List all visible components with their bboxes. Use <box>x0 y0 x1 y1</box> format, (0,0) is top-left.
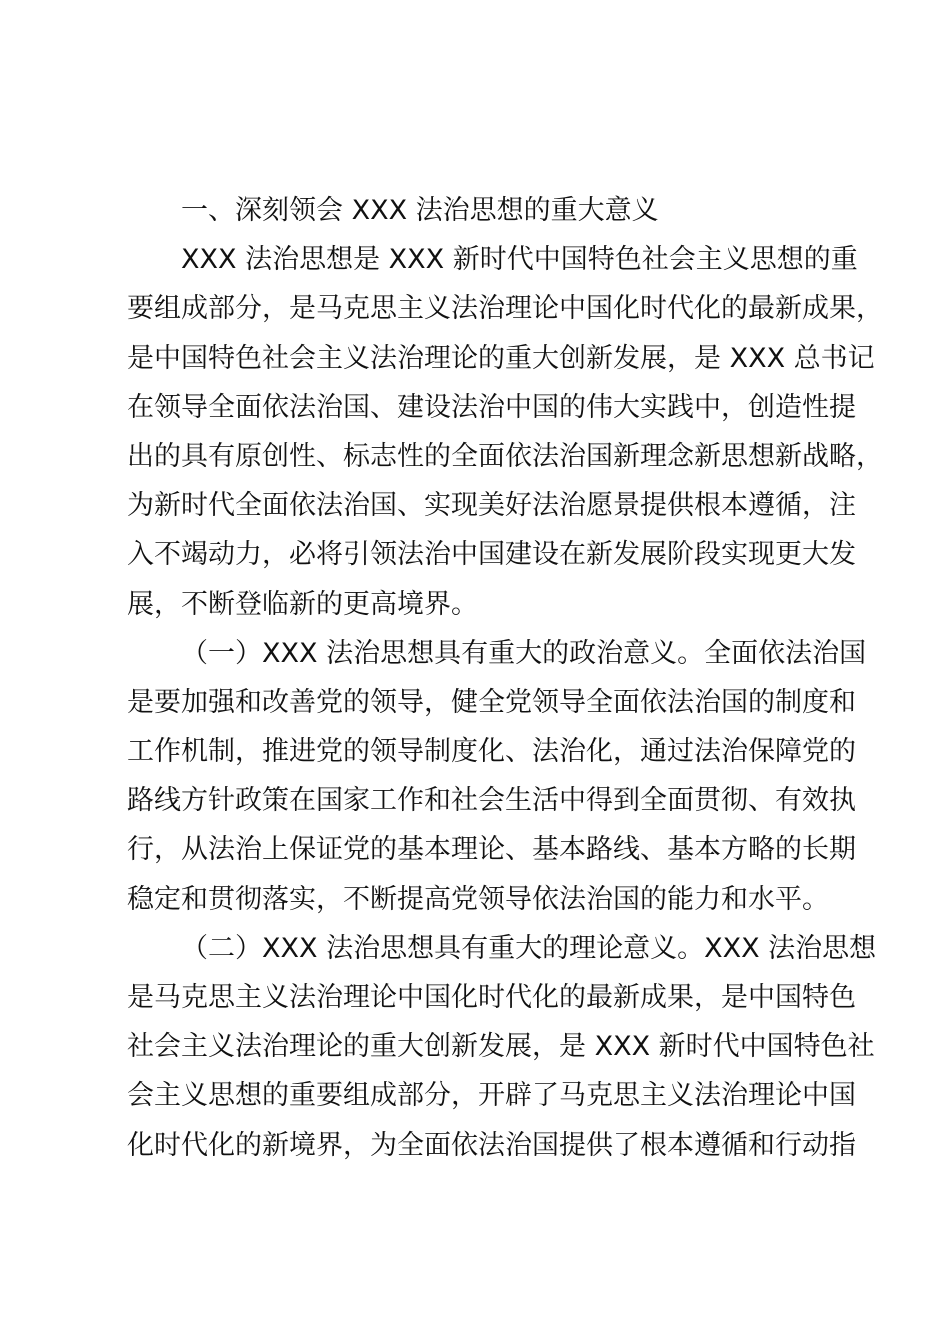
text-line: 入不竭动力，必将引领法治中国建设在新发展阶段实现更大发 <box>127 539 856 571</box>
text-line: XXX 法治思想是 XXX 新时代中国特色社会主义思想的重 <box>181 244 858 276</box>
text-line: 稳定和贯彻落实，不断提高党领导依法治国的能力和水平。 <box>127 883 829 915</box>
paragraph-political-significance <box>127 629 867 924</box>
text-line: 化时代化的新境界，为全面依法治国提供了根本遵循和行动指 <box>127 1129 856 1161</box>
text-line: 行，从法治上保证党的基本理论、基本路线、基本方略的长期 <box>127 834 856 866</box>
text-line: 要组成部分，是马克思主义法治理论中国化时代化的最新成果， <box>127 293 883 325</box>
text-line: 在领导全面依法治国、建设法治中国的伟大实践中，创造性提 <box>127 391 856 423</box>
text-line: 会主义思想的重要组成部分，开辟了马克思主义法治理论中国 <box>127 1080 856 1112</box>
text-line: 展，不断登临新的更高境界。 <box>127 588 478 620</box>
paragraph-theoretical-significance <box>127 924 877 1170</box>
text-line: 是马克思主义法治理论中国化时代化的最新成果，是中国特色 <box>127 982 856 1013</box>
paragraph-intro <box>127 235 883 629</box>
text-line: 出的具有原创性、标志性的全面依法治国新理念新思想新战略， <box>127 440 883 472</box>
text-line: 为新时代全面依法治国、实现美好法治愿景提供根本遵循，注 <box>127 490 856 522</box>
text-line: 社会主义法治理论的重大创新发展，是 XXX 新时代中国特色社 <box>127 1031 875 1063</box>
text-line: （二）XXX 法治思想具有重大的理论意义。XXX 法治思想 <box>181 932 877 964</box>
text-line: （一）XXX 法治思想具有重大的政治意义。全面依法治国 <box>181 637 867 669</box>
text-line: 是要加强和改善党的领导，健全党领导全面依法治国的制度和 <box>127 686 856 718</box>
section-heading: 一、深刻领会 XXX 法治思想的重大意义 <box>181 195 659 226</box>
document-body <box>127 186 883 1170</box>
text-line: 工作机制，推进党的领导制度化、法治化，通过法治保障党的 <box>127 736 856 768</box>
text-line: 是中国特色社会主义法治理论的重大创新发展，是 XXX 总书记 <box>127 342 875 374</box>
text-line: 路线方针政策在国家工作和社会生活中得到全面贯彻、有效执 <box>127 785 856 817</box>
